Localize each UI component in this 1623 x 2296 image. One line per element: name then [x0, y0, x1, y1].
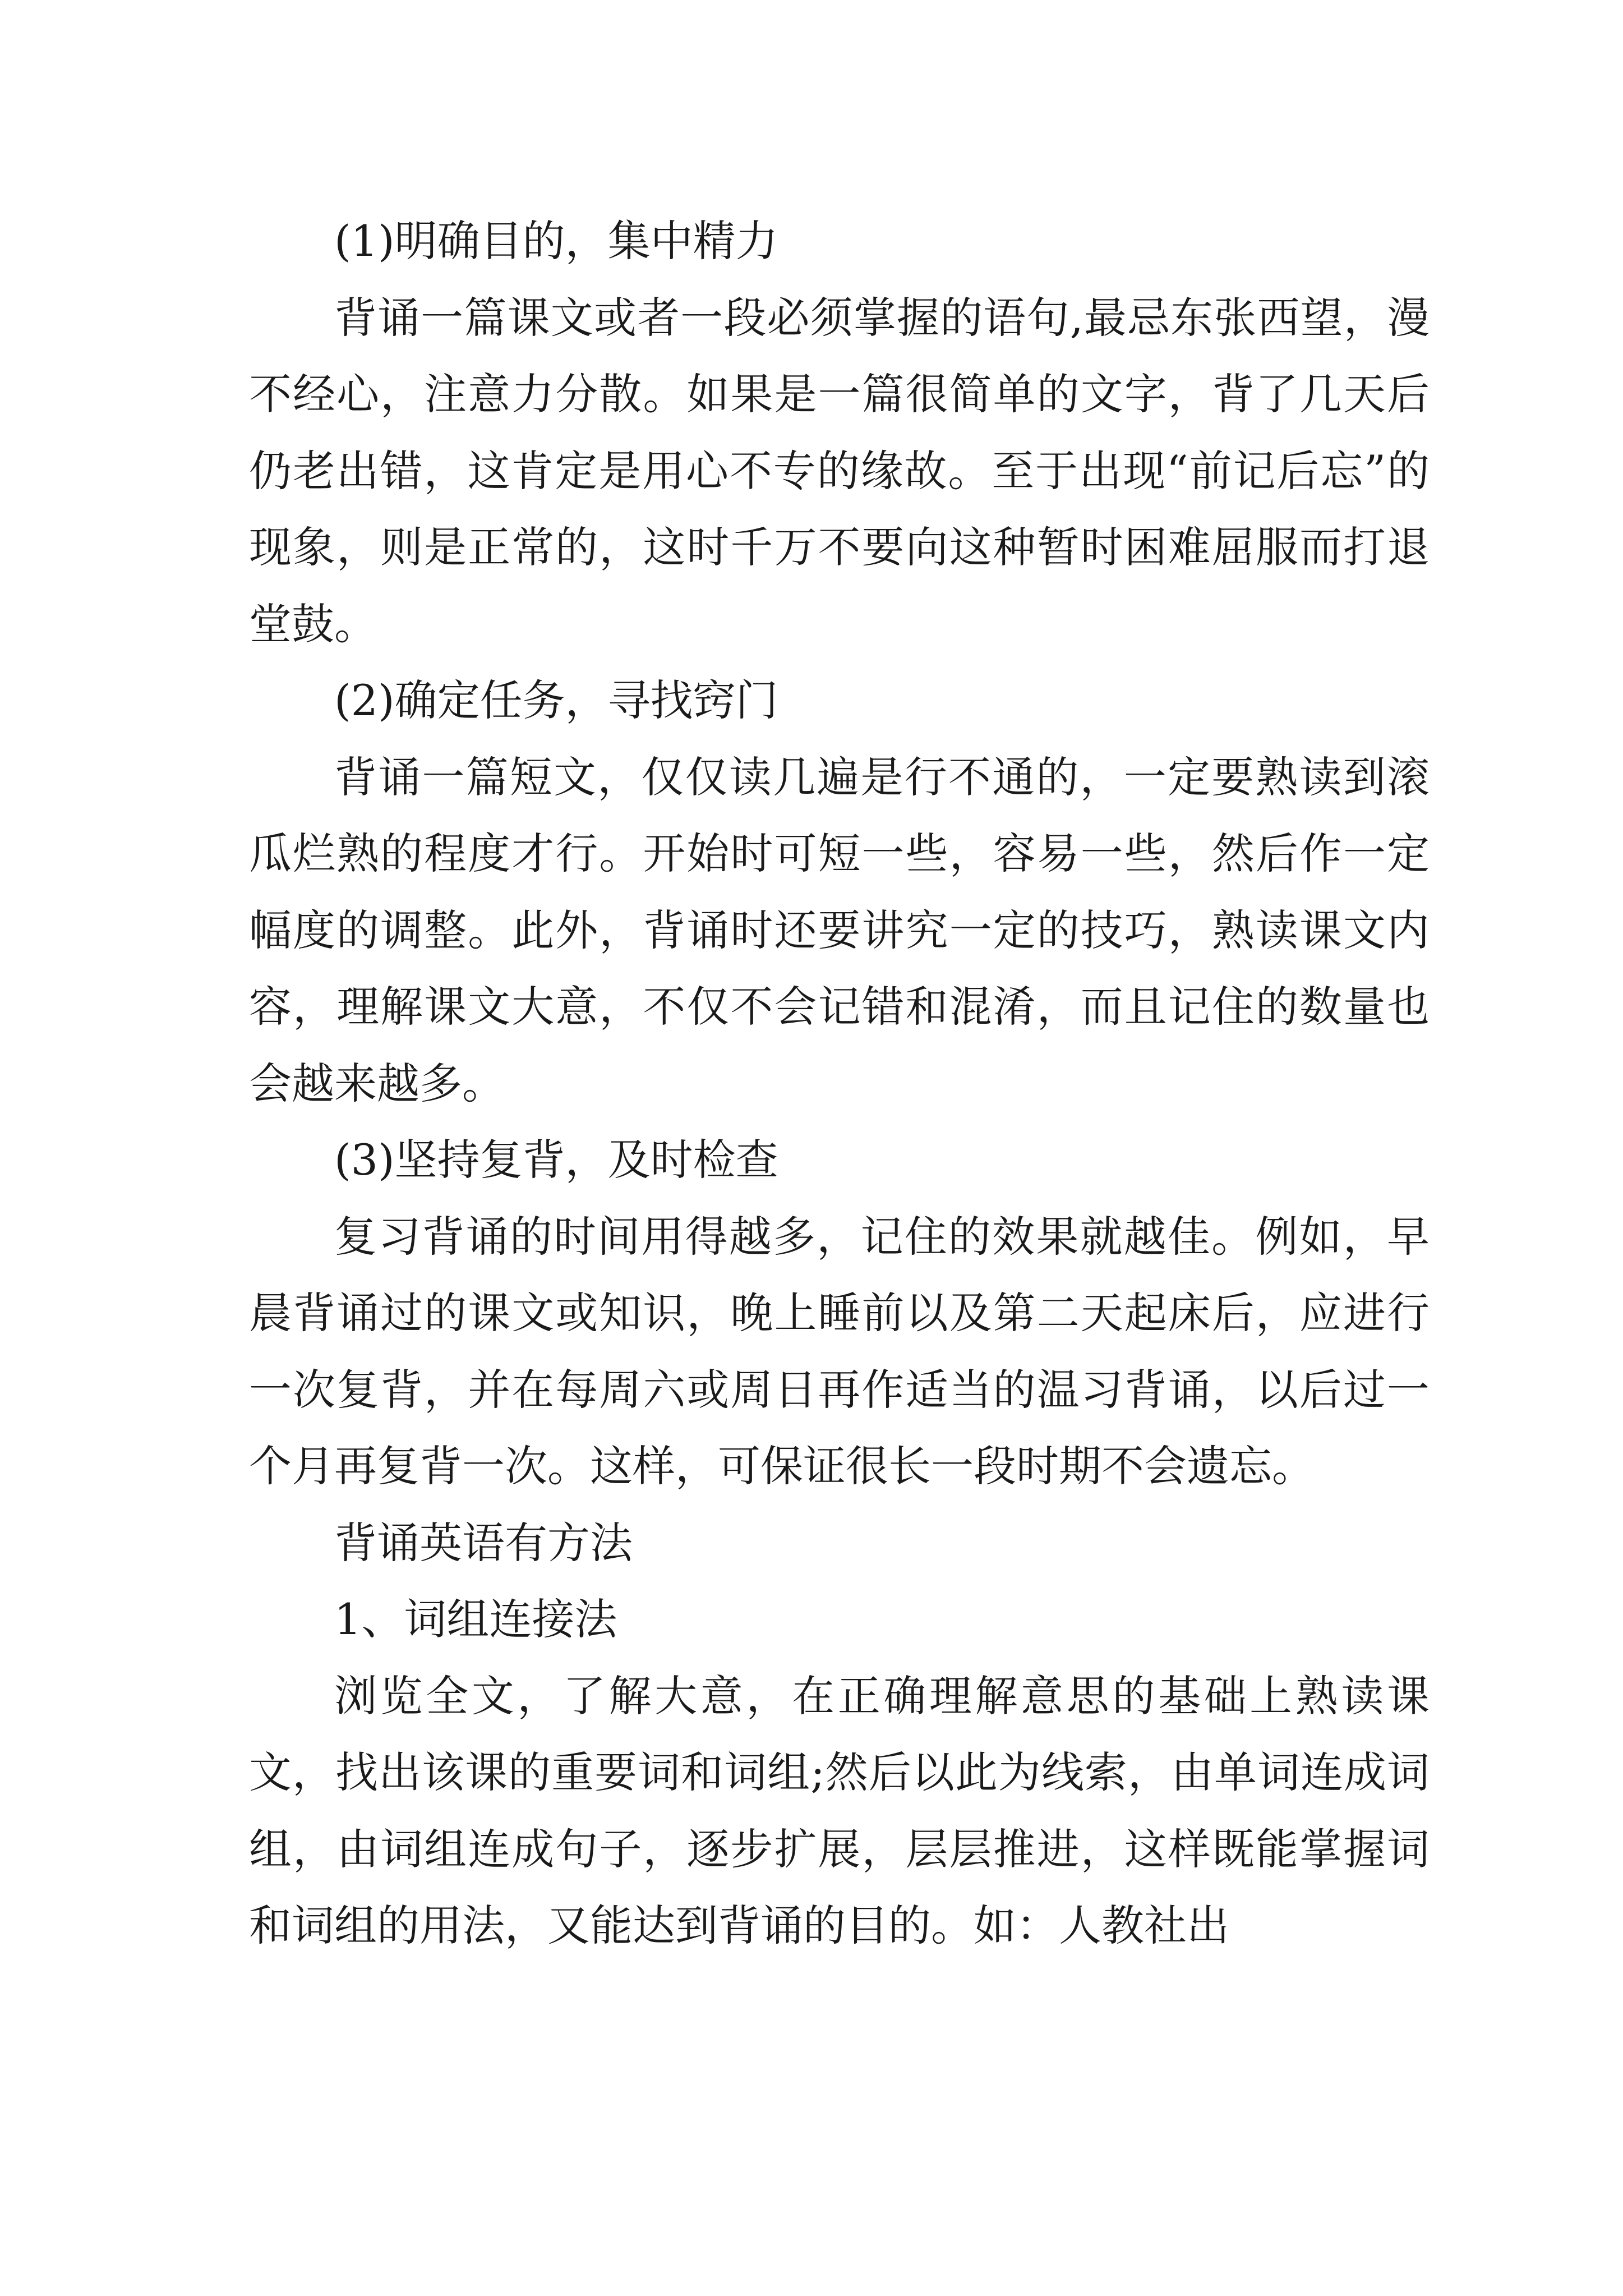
paragraph-1: 背诵一篇课文或者一段必须掌握的语句,最忌东张西望，漫不经心，注意力分散。如果是一篇很简单的文字，背了几天后仍老出错，这肯定是用心不专的缘故。至于出现“前记后忘”的现象，则是正常的，这时千万不要向这种暂时困难屈服而打退堂鼓。 — [249, 292, 1430, 649]
document-body — [249, 203, 1430, 1964]
paragraph-4: 浏览全文，了解大意，在正确理解意思的基础上熟读课文，找出该课的重要词和词组;然后以此为线索，由单词连成词组，由词组连成句子，逐步扩展，层层推进，这样既能掌握词和词组的用法，又能达到背诵的目的。如：人教社出 — [249, 1671, 1430, 1950]
section-heading-2: (2)确定任务，寻找窍门 — [334, 675, 778, 725]
topic-heading: 背诵英语有方法 — [334, 1517, 633, 1568]
section-heading-1: (1)明确目的，集中精力 — [334, 216, 778, 266]
method-heading-1: 1、词组连接法 — [334, 1594, 617, 1644]
section-heading-3: (3)坚持复背，及时检查 — [334, 1135, 778, 1185]
paragraph-2: 背诵一篇短文，仅仅读几遍是行不通的，一定要熟读到滚瓜烂熟的程度才行。开始时可短一些，容易一些，然后作一定幅度的调整。此外，背诵时还要讲究一定的技巧，熟读课文内容，理解课文大意，不仅不会记错和混淆，而且记住的数量也会越来越多。 — [249, 752, 1430, 1108]
paragraph-3: 复习背诵的时间用得越多，记住的效果就越佳。例如，早晨背诵过的课文或知识，晚上睡前以及第二天起床后，应进行一次复背，并在每周六或周日再作适当的温习背诵，以后过一个月再复背一次。这样，可保证很长一段时期不会遗忘。 — [249, 1211, 1430, 1491]
